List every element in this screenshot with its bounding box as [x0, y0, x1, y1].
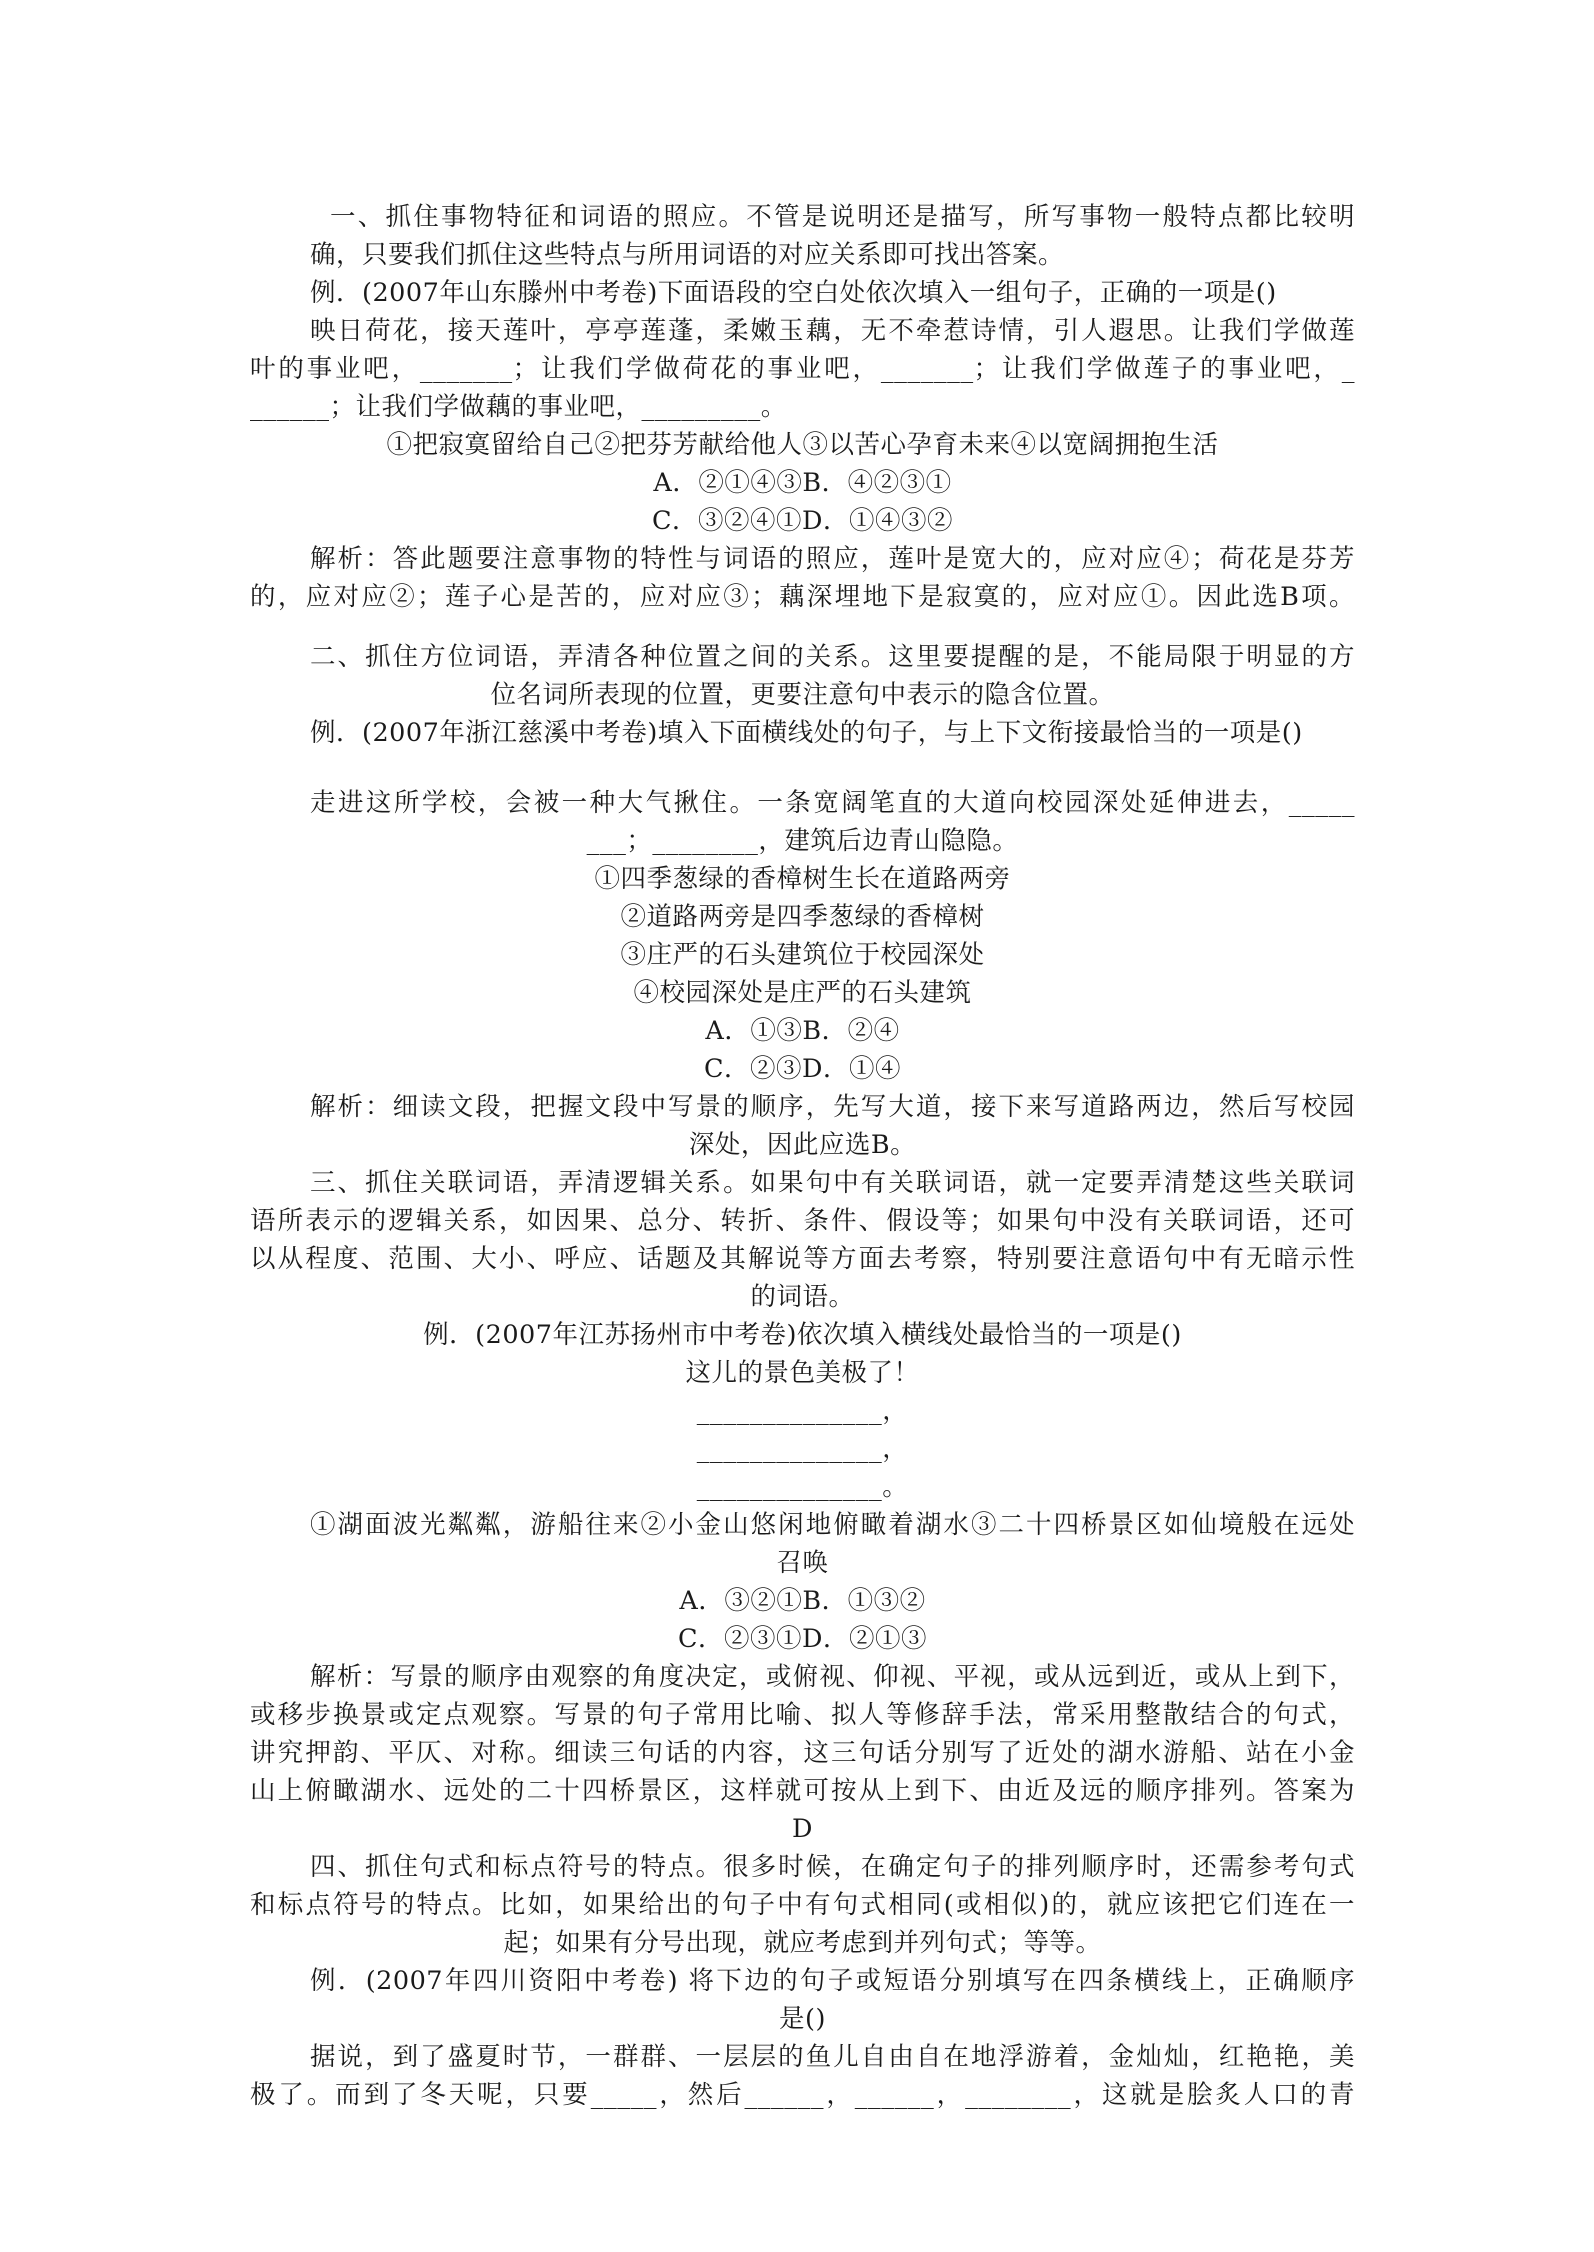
- section1-analysis-line2: 的，应对应②；莲子心是苦的，应对应③；藕深埋地下是寂寞的，应对应①。因此选B项。: [250, 582, 1355, 612]
- section1-passage-line1: 映日荷花，接天莲叶，亭亭莲蓬，柔嫩玉藕，无不牵惹诗情，引人遐思。让我们学做莲: [310, 316, 1355, 346]
- section1-heading-line1: 一、抓住事物特征和词语的照应。不管是说明还是描写，所写事物一般特点都比较明: [330, 202, 1355, 232]
- section2-option-1: ①四季葱绿的香樟树生长在道路两旁: [594, 864, 1011, 894]
- section1-analysis-line1: 解析：答此题要注意事物的特性与词语的照应，莲叶是宽大的，应对应④；荷花是芬芳: [310, 544, 1355, 574]
- section2-passage-line2: ___；________，建筑后边青山隐隐。: [586, 826, 1019, 856]
- section3-analysis-line2: 或移步换景或定点观察。写景的句子常用比喻、拟人等修辞手法，常采用整散结合的句式，: [250, 1700, 1355, 1730]
- section1-choices-ab: A．②①④③B．④②③①: [653, 468, 952, 498]
- section4-passage-line2: 极了。而到了冬天呢，只要_____，然后______，______，________，这就是脍炙人口的青: [250, 2080, 1355, 2110]
- section3-blank-2: ______________，: [696, 1434, 909, 1464]
- section1-heading-line2: 确，只要我们抓住这些特点与所用词语的对应关系即可找出答案。: [310, 240, 1065, 270]
- section3-heading-line3: 以从程度、范围、大小、呼应、话题及其解说等方面去考察，特别要注意语句中有无暗示性: [250, 1244, 1355, 1274]
- section2-heading-line2: 位名词所表现的位置，更要注意句中表示的隐含位置。: [490, 680, 1115, 710]
- section3-passage: 这儿的景色美极了！: [685, 1358, 920, 1388]
- section2-analysis-line1: 解析：细读文段，把握文段中写景的顺序，先写大道，接下来写道路两边，然后写校园: [310, 1092, 1355, 1122]
- section3-options-line1: ①湖面波光粼粼，游船往来②小金山悠闲地俯瞰着湖水③二十四桥景区如仙境般在远处: [310, 1510, 1355, 1540]
- section2-heading-line1: 二、抓住方位词语，弄清各种位置之间的关系。这里要提醒的是，不能局限于明显的方: [310, 642, 1355, 672]
- section4-heading-line3: 起；如果有分号出现，就应考虑到并列句式；等等。: [503, 1928, 1102, 1958]
- section3-analysis-line4: 山上俯瞰湖水、远处的二十四桥景区，这样就可按从上到下、由近及远的顺序排列。答案为: [250, 1776, 1355, 1806]
- section4-heading-line1: 四、抓住句式和标点符号的特点。很多时候，在确定句子的排列顺序时，还需参考句式: [310, 1852, 1355, 1882]
- section2-example: 例．(2007年浙江慈溪中考卷)填入下面横线处的句子，与上下文衔接最恰当的一项是(): [310, 718, 1303, 748]
- section1-passage-line3: ______；让我们学做藕的事业吧，_________。: [250, 392, 787, 422]
- section3-analysis-line5: D: [792, 1814, 813, 1844]
- section4-example-line1: 例．(2007年四川资阳中考卷) 将下边的句子或短语分别填写在四条横线上，正确顺序: [310, 1966, 1355, 1996]
- section4-passage-line1: 据说，到了盛夏时节，一群群、一层层的鱼儿自由自在地浮游着，金灿灿，红艳艳，美: [310, 2042, 1355, 2072]
- section3-options-line2: 召唤: [776, 1548, 829, 1578]
- section3-choices-ab: A．③②①B．①③②: [679, 1586, 926, 1616]
- section2-option-2: ②道路两旁是四季葱绿的香樟树: [620, 902, 985, 932]
- section3-choices-cd: C．②③①D．②①③: [678, 1624, 927, 1654]
- section3-analysis-line1: 解析：写景的顺序由观察的角度决定，或俯视、仰视、平视，或从远到近，或从上到下，: [310, 1662, 1355, 1692]
- section2-passage-line1: 走进这所学校，会被一种大气揪住。一条宽阔笔直的大道向校园深处延伸进去，_____: [310, 788, 1355, 818]
- section1-passage-line2: 叶的事业吧，_______；让我们学做荷花的事业吧，_______；让我们学做莲子的事业吧，_: [250, 354, 1355, 384]
- section4-heading-line2: 和标点符号的特点。比如，如果给出的句子中有句式相同(或相似)的，就应该把它们连在一: [250, 1890, 1355, 1920]
- section1-choices-cd: C．③②④①D．①④③②: [652, 506, 953, 536]
- section3-blank-1: ______________，: [696, 1396, 909, 1426]
- section3-heading-line4: 的词语。: [750, 1282, 855, 1312]
- section2-option-3: ③庄严的石头建筑位于校园深处: [620, 940, 985, 970]
- section2-analysis-line2: 深处，因此应选B。: [688, 1130, 917, 1160]
- section2-choices-ab: A．①③B．②④: [705, 1016, 900, 1046]
- section2-choices-cd: C．②③D．①④: [704, 1054, 901, 1084]
- section3-heading-line1: 三、抓住关联词语，弄清逻辑关系。如果句中有关联词语，就一定要弄清楚这些关联词: [310, 1168, 1355, 1198]
- section2-option-4: ④校园深处是庄严的石头建筑: [633, 978, 972, 1008]
- section4-example-line2: 是(): [779, 2004, 826, 2034]
- section1-options: ①把寂寞留给自己②把芬芳献给他人③以苦心孕育未来④以宽阔拥抱生活: [386, 430, 1219, 460]
- section3-blank-3: ______________。: [696, 1472, 909, 1502]
- section3-heading-line2: 语所表示的逻辑关系，如因果、总分、转折、条件、假设等；如果句中没有关联词语，还可: [250, 1206, 1355, 1236]
- section1-example: 例．(2007年山东滕州中考卷)下面语段的空白处依次填入一组句子，正确的一项是(): [310, 278, 1277, 308]
- section3-example: 例．(2007年江苏扬州市中考卷)依次填入横线处最恰当的一项是(): [423, 1320, 1182, 1350]
- section3-analysis-line3: 讲究押韵、平仄、对称。细读三句话的内容，这三句话分别写了近处的湖水游船、站在小金: [250, 1738, 1355, 1768]
